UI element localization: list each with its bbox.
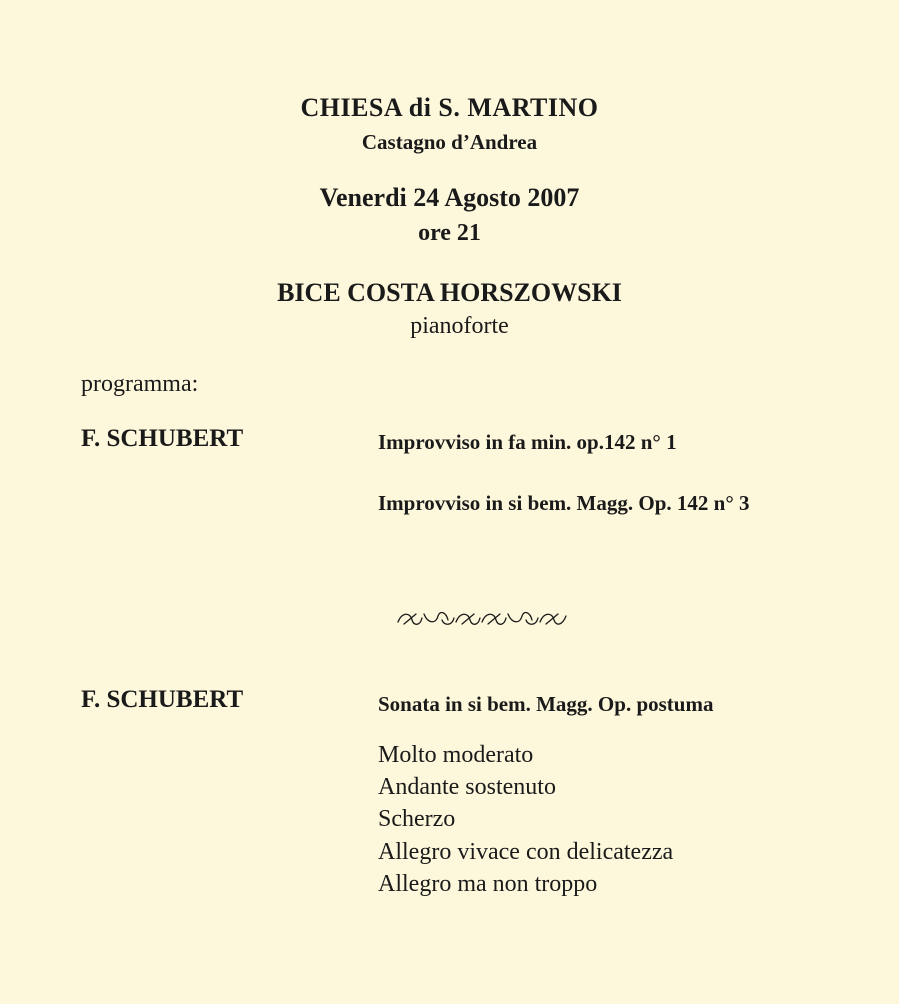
movement-item: Andante sostenuto: [378, 774, 556, 800]
movement-item: Molto moderato: [378, 742, 534, 768]
movement-item: Scherzo: [378, 806, 456, 832]
movement-item: Allegro ma non troppo: [378, 871, 598, 897]
concert-date: Venerdi 24 Agosto 2007: [319, 183, 580, 212]
work-title: Improvviso in fa min. op.142 n° 1: [378, 430, 677, 454]
composer-second-part: F. SCHUBERT: [81, 686, 244, 713]
work-title: Sonata in si bem. Magg. Op. postuma: [378, 692, 714, 716]
venue-location: Castagno d’Andrea: [361, 130, 538, 154]
concert-time: ore 21: [418, 220, 481, 246]
composer-first-part: F. SCHUBERT: [81, 425, 244, 452]
work-title: Improvviso in si bem. Magg. Op. 142 n° 3: [378, 491, 750, 515]
program-label: programma:: [81, 371, 199, 397]
performer-instrument: pianoforte: [410, 313, 509, 339]
movement-item: Allegro vivace con delicatezza: [378, 839, 674, 865]
venue-name: CHIESA di S. MARTINO: [300, 93, 599, 122]
ornament-divider-icon: [396, 608, 568, 630]
performer-name: BICE COSTA HORSZOWSKI: [277, 278, 622, 307]
